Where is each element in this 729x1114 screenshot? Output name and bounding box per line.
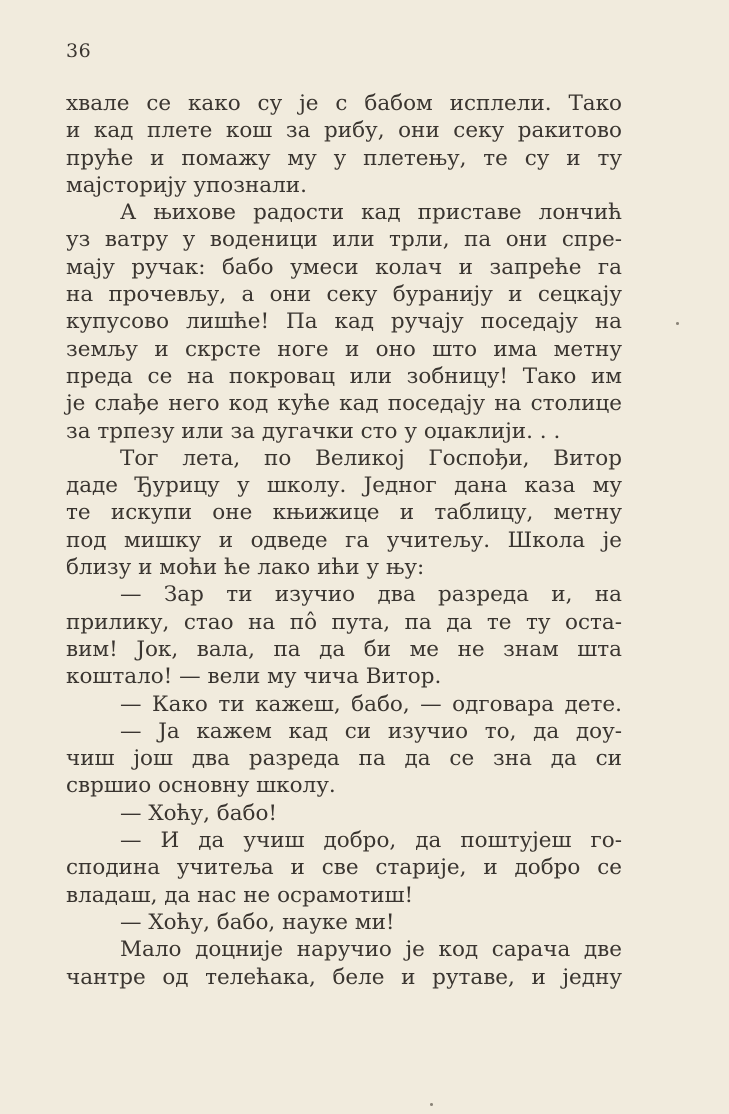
text-line: близу и моћи ће лако ићи у њу: [66, 555, 425, 581]
body-text [66, 90, 622, 991]
page-number: 36 [66, 40, 92, 62]
text-line: — Зар ти изучио два разреда и, на [120, 582, 622, 608]
text-line: коштало! — вели му чича Витор. [66, 664, 442, 690]
text-line: под мишку и одведе га учитељу. Школа је [66, 527, 622, 553]
text-line: земљу и скрсте ноге и оно што има метну [66, 336, 622, 362]
text-line: Мало доцније наручио је код сарача две [120, 937, 622, 963]
text-line: преда се на покровац или зобницу! Тако им [66, 363, 622, 389]
text-line: А њихове радости кад приставе лончић [120, 200, 622, 226]
text-line: свршио основну школу. [66, 773, 336, 799]
text-line: даде Ђурицу у школу. Једног дана каза му [66, 473, 622, 499]
text-line: чантре од телећака, беле и рутаве, и једну [66, 964, 622, 990]
text-line: владаш, да нас не осрамотиш! [66, 882, 414, 908]
text-line: — Ја кажем кад си изучио то, да доу- [120, 718, 622, 744]
text-line: те искупи оне књижице и таблицу, метну [66, 500, 622, 526]
text-line: — И да учиш добро, да поштујеш го- [120, 828, 622, 854]
text-line: хвале се како су је с бабом исплели. Тако [66, 91, 622, 116]
text-line: — Како ти кажеш, бабо, — одговара дете. [120, 691, 622, 717]
text-line: Тог лета, по Великој Госпођи, Витор [120, 445, 622, 471]
text-line: сподина учитеља и све старије, и добро се [66, 855, 622, 881]
text-line: мајсторију упознали. [66, 172, 307, 198]
text-line: уз ватру у воденици или трли, па они спре- [66, 227, 622, 253]
text-line: за трпезу или за дугачки сто у оџаклији. . . [66, 418, 561, 444]
text-line: мају ручак: бабо умеси колач и запреће га [66, 254, 622, 280]
text-line: — Хоћу, бабо! [120, 800, 278, 826]
text-line: и кад плете кош за рибу, они секу ракитово [66, 118, 622, 144]
paper-speck [676, 322, 679, 325]
text-line: чиш још два разреда па да се зна да си [66, 746, 622, 772]
text-line: прилику, стао на по̂ пута, па да те ту оста- [66, 609, 622, 635]
text-line: — Хоћу, бабо, науке ми! [120, 909, 395, 935]
text-line: је слађе него код куће кад поседају на столице [66, 391, 622, 417]
text-line: купусово лишће! Па кад ручају поседају на [66, 309, 622, 335]
text-line: пруће и помажу му у плетењу, те су и ту [66, 145, 622, 171]
text-line: на прочевљу, а они секу буранију и сецкају [66, 282, 622, 308]
paper-speck [430, 1103, 433, 1106]
text-line: вим! Јок, вала, па да би ме не знам шта [66, 636, 622, 662]
